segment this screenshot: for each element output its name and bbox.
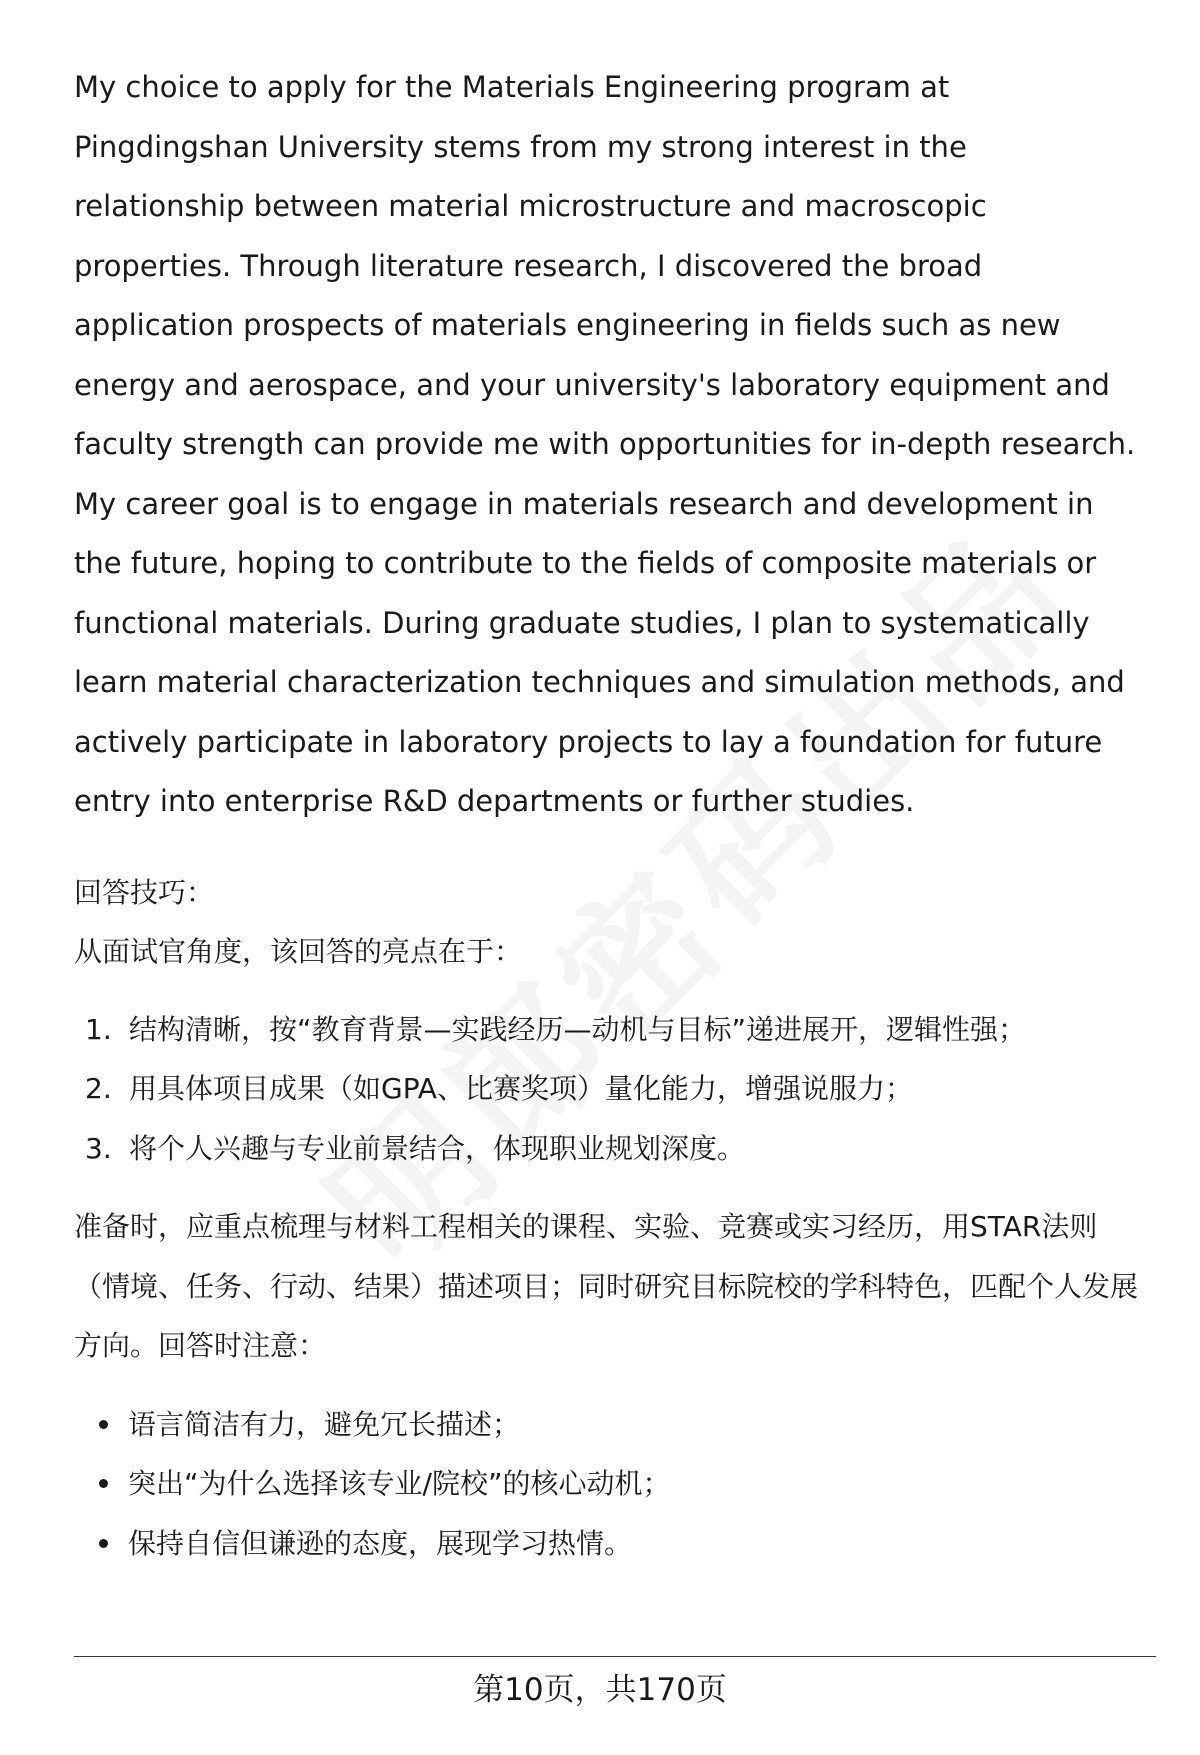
page-content: [74, 58, 1144, 1573]
list-item: [74, 1119, 1144, 1179]
notes-list: [74, 1395, 1144, 1574]
list-item: [74, 1059, 1144, 1119]
list-item: [74, 1454, 1144, 1514]
preparation-paragraph: 准备时，应重点梳理与材料工程相关的课程、实验、竞赛或实习经历，用STAR法则（情境、任务、行动、结果）描述项目；同时研究目标院校的学科特色，匹配个人发展方向。回答时注意：: [74, 1210, 1139, 1362]
list-item: [74, 1514, 1144, 1574]
list-number: 2.: [85, 1072, 112, 1105]
list-text: 将个人兴趣与专业前景结合，体现职业规划深度。: [129, 1131, 746, 1165]
list-item: [74, 1395, 1144, 1455]
tips-intro: 从面试官角度，该回答的亮点在于：: [74, 934, 523, 968]
list-text: 用具体项目成果（如GPA、比赛奖项）量化能力，增强说服力；: [129, 1072, 913, 1105]
bullet-icon: [99, 1420, 108, 1429]
page-number: 第10页，共170页: [473, 1672, 727, 1708]
footer-divider: [74, 1656, 1156, 1657]
list-number: 3.: [85, 1131, 112, 1165]
list-item: [74, 1000, 1144, 1060]
list-text: 语言简洁有力，避免冗长描述；: [128, 1407, 521, 1441]
list-text: 结构清晰，按“教育背景—实践经历—动机与目标”递进展开，逻辑性强；: [129, 1012, 1027, 1046]
bullet-icon: [99, 1539, 108, 1548]
list-number: 1.: [85, 1012, 112, 1046]
list-text: 突出“为什么选择该专业/院校”的核心动机；: [128, 1467, 671, 1500]
tips-heading: 回答技巧：: [74, 875, 215, 909]
answer-paragraph: My choice to apply for the Materials Engineering program at Pingdingshan University stems from my strong interest in the relationship between material microstructure and macroscopic properties. Through literature research, I discovered the broad application prospects of materials engineering in fields such as new energy and aerospace, and your university's laboratory equipment and faculty strength can provide me with opportunities for in-depth research. My career goal is to engage in materials research and development in the future, hoping to contribute to the fields of composite materials or functional materials. During graduate studies, I plan to systematically learn material characterization techniques and simulation methods, and actively participate in laboratory projects to lay a foundation for future entry into enterprise R&D departments or further studies.: [74, 70, 1136, 818]
bullet-icon: [99, 1479, 108, 1488]
list-text: 保持自信但谦逊的态度，展现学习热情。: [128, 1526, 633, 1560]
highlights-list: [74, 1000, 1144, 1179]
